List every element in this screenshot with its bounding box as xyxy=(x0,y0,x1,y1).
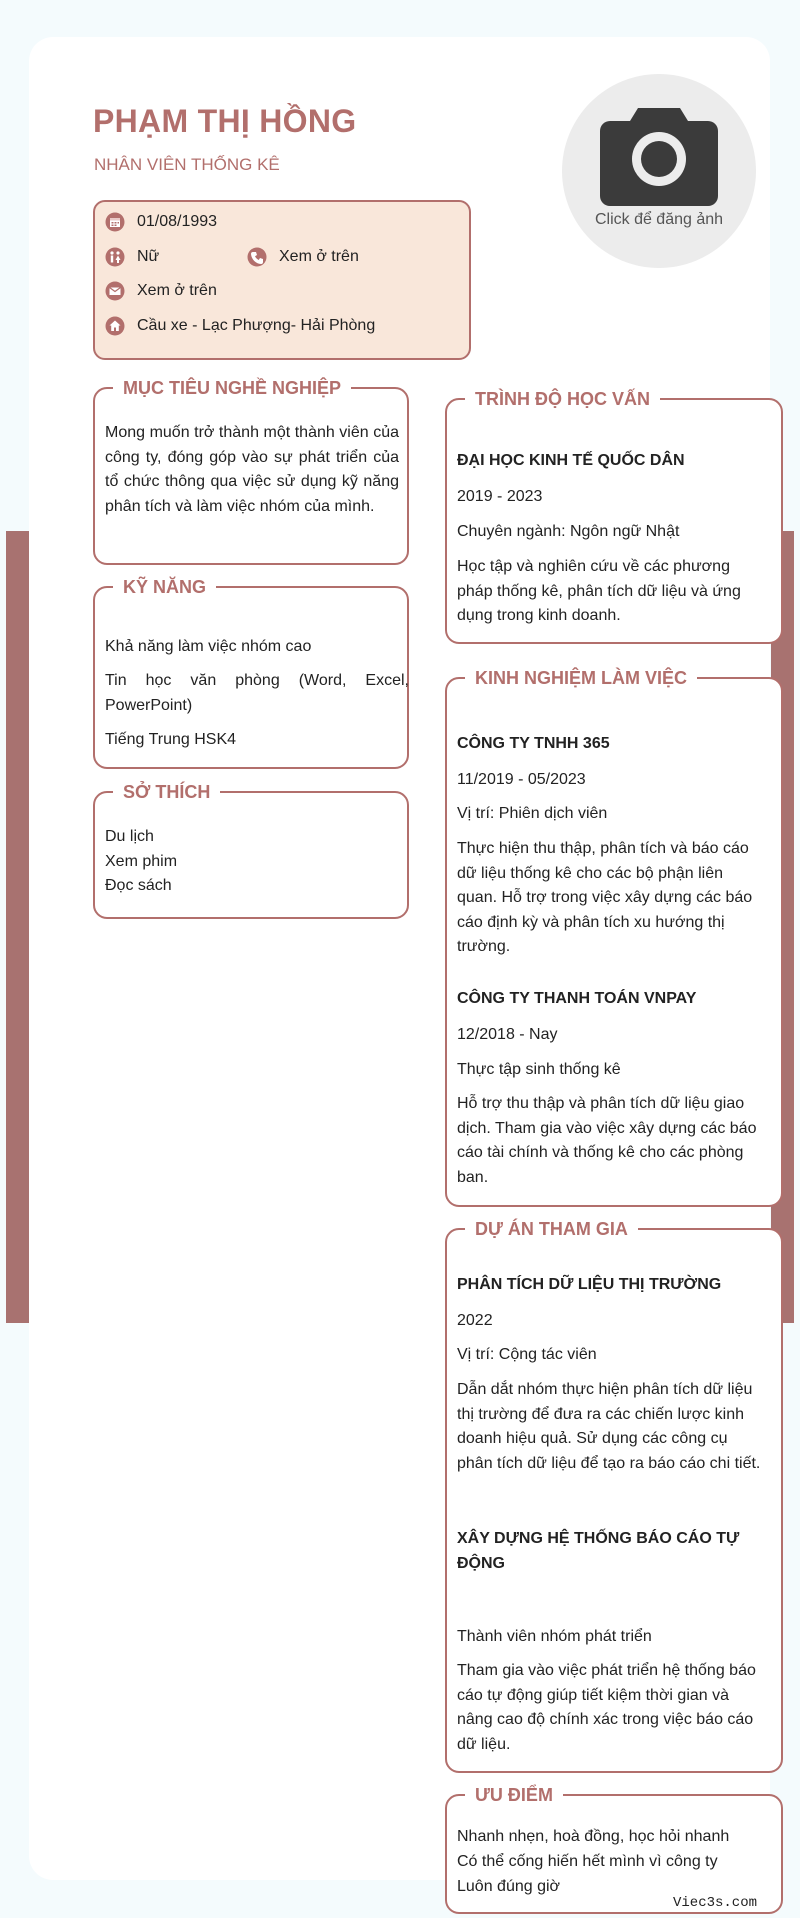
company-name: CÔNG TY TNHH 365 xyxy=(457,735,610,752)
skill-item: Tiếng Trung HSK4 xyxy=(105,731,237,748)
gender-icon xyxy=(105,247,125,267)
education-period: 2019 - 2023 xyxy=(457,488,543,505)
hobby-item: Du lịch xyxy=(105,828,154,845)
skills-title: KỸ NĂNG xyxy=(113,575,216,599)
candidate-name: PHẠM THỊ HỒNG xyxy=(93,103,357,139)
hobby-item: Đọc sách xyxy=(105,877,172,894)
skills-section xyxy=(93,577,409,769)
email-icon xyxy=(105,281,125,301)
home-icon xyxy=(105,316,125,336)
skill-item: Tin học văn phòng (Word, Excel, PowerPoint) xyxy=(105,672,409,714)
project-name: PHÂN TÍCH DỮ LIỆU THỊ TRƯỜNG xyxy=(457,1276,722,1293)
project-description: Dẫn dắt nhóm thực hiện phân tích dữ liệu thị trường để đưa ra các chiến lược kinh doanh hiệu quả. Sử dụng các công cụ phân tích dữ liệu để tạo ra báo cáo chi tiết. xyxy=(457,1381,761,1472)
project-role: Thành viên nhóm phát triển xyxy=(457,1628,652,1645)
objective-section xyxy=(93,378,409,565)
phone-value: Xem ở trên xyxy=(279,248,359,265)
photo-upload-label: Click để đăng ảnh xyxy=(594,211,724,228)
project-role: Vị trí: Cộng tác viên xyxy=(457,1346,597,1363)
gender-value: Nữ xyxy=(137,248,160,265)
hobbies-title: SỞ THÍCH xyxy=(113,780,220,804)
hobbies-section xyxy=(93,782,409,919)
job-period: 11/2019 - 05/2023 xyxy=(457,771,586,788)
contact-birthday xyxy=(105,212,217,232)
project-period: 2022 xyxy=(457,1312,493,1329)
contact-box xyxy=(93,200,471,360)
strength-item: Luôn đúng giờ xyxy=(457,1878,561,1895)
contact-email xyxy=(105,281,217,301)
school-name: ĐẠI HỌC KINH TẾ QUỐC DÂN xyxy=(457,452,685,469)
skill-item: Khả năng làm việc nhóm cao xyxy=(105,638,312,655)
birthday-value: 01/08/1993 xyxy=(137,213,218,230)
email-value: Xem ở trên xyxy=(137,282,217,299)
contact-gender xyxy=(105,247,159,267)
job-description: Thực hiện thu thập, phân tích và báo cáo dữ liệu thống kê cho các bộ phận liên quan. Hỗ trợ trong việc xây dựng các báo cáo định kỳ và phân tích xu hướng thị trường. xyxy=(457,840,753,955)
education-section xyxy=(445,389,783,644)
phone-icon xyxy=(247,247,267,267)
hobby-item: Xem phim xyxy=(105,853,178,870)
education-title: TRÌNH ĐỘ HỌC VẤN xyxy=(465,387,660,411)
camera-icon xyxy=(600,102,718,206)
contact-phone xyxy=(247,247,359,267)
education-description: Học tập và nghiên cứu về các phương pháp thống kê, phân tích dữ liệu và ứng dụng trong kinh doanh. xyxy=(457,558,741,624)
job-period: 12/2018 - Nay xyxy=(457,1026,558,1043)
strength-item: Nhanh nhẹn, hoà đồng, học hỏi nhanh xyxy=(457,1828,730,1845)
strengths-title: ƯU ĐIỂM xyxy=(465,1783,563,1807)
projects-title: DỰ ÁN THAM GIA xyxy=(465,1217,638,1241)
project-description: Tham gia vào việc phát triển hệ thống báo cáo tự động giúp tiết kiệm thời gian và nâng cao độ chính xác trong việc báo cáo dữ liệu. xyxy=(457,1662,756,1753)
calendar-icon xyxy=(105,212,125,232)
contact-address xyxy=(105,316,375,336)
projects-section xyxy=(445,1219,783,1773)
job-position: Vị trí: Phiên dịch viên xyxy=(457,805,608,822)
strength-item: Có thể cống hiến hết mình vì công ty xyxy=(457,1853,718,1870)
education-major: Chuyên ngành: Ngôn ngữ Nhật xyxy=(457,523,680,540)
photo-upload[interactable] xyxy=(562,74,756,268)
project-name: XÂY DỰNG HỆ THỐNG BÁO CÁO TỰ ĐỘNG xyxy=(457,1530,740,1572)
job-description: Hỗ trợ thu thập và phân tích dữ liệu giao dịch. Tham gia vào việc xây dựng các báo cáo tài chính và thống kê cho các phòng ban. xyxy=(457,1095,757,1186)
brand-watermark: Viec3s.com xyxy=(673,1895,758,1911)
address-value: Cầu xe - Lạc Phượng- Hải Phòng xyxy=(137,317,376,334)
objective-title: MỤC TIÊU NGHỀ NGHIỆP xyxy=(113,376,351,400)
job-position: Thực tập sinh thống kê xyxy=(457,1061,621,1078)
cv-page xyxy=(29,37,770,1895)
experience-section xyxy=(445,668,783,1207)
left-accent-bar xyxy=(6,531,29,1323)
company-name: CÔNG TY THANH TOÁN VNPAY xyxy=(457,990,697,1007)
experience-title: KINH NGHIỆM LÀM VIỆC xyxy=(465,666,697,690)
objective-text: Mong muốn trở thành một thành viên của công ty, đóng góp vào sự phát triển của tổ chức thông qua việc sử dụng kỹ năng phân tích và làm việc nhóm của mình. xyxy=(105,424,399,515)
job-title: NHÂN VIÊN THỐNG KÊ xyxy=(94,155,280,174)
